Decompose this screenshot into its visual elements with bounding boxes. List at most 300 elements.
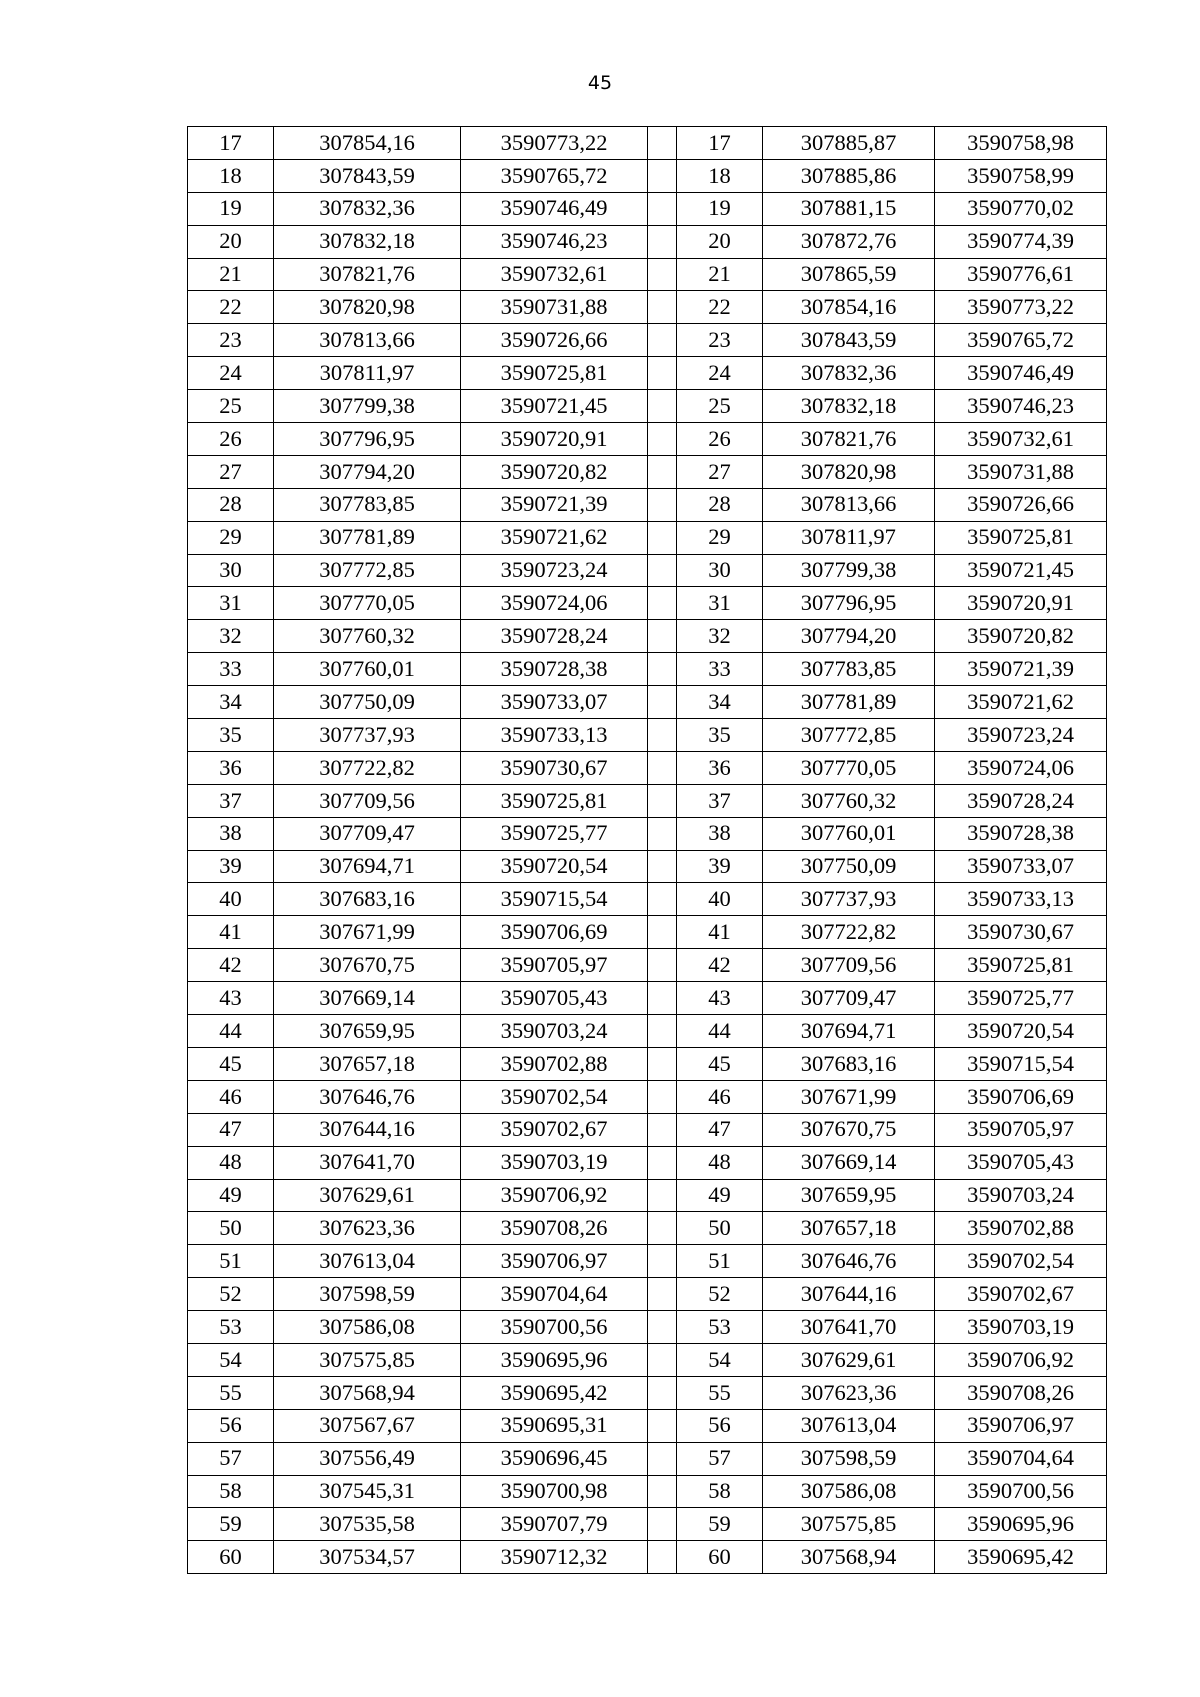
left-x-coordinate-cell: 307794,20 bbox=[274, 455, 461, 488]
left-y-coordinate-cell: 3590730,67 bbox=[461, 751, 648, 784]
left-x-coordinate-cell: 307820,98 bbox=[274, 291, 461, 324]
right-y-coordinate-cell: 3590708,26 bbox=[935, 1376, 1107, 1409]
left-y-coordinate-cell: 3590733,13 bbox=[461, 719, 648, 752]
right-y-coordinate-cell: 3590732,61 bbox=[935, 423, 1107, 456]
right-x-coordinate-cell: 307885,87 bbox=[763, 127, 935, 160]
left-x-coordinate-cell: 307709,47 bbox=[274, 817, 461, 850]
right-point-number-cell: 45 bbox=[677, 1047, 763, 1080]
right-y-coordinate-cell: 3590705,43 bbox=[935, 1146, 1107, 1179]
left-point-number-cell: 54 bbox=[188, 1343, 274, 1376]
separator-cell bbox=[648, 719, 677, 752]
right-point-number-cell: 37 bbox=[677, 784, 763, 817]
separator-cell bbox=[648, 916, 677, 949]
table-row bbox=[188, 1343, 1107, 1376]
table-row bbox=[188, 1475, 1107, 1508]
left-point-number-cell: 53 bbox=[188, 1311, 274, 1344]
right-x-coordinate-cell: 307783,85 bbox=[763, 653, 935, 686]
separator-cell bbox=[648, 1475, 677, 1508]
table-row bbox=[188, 916, 1107, 949]
right-y-coordinate-cell: 3590773,22 bbox=[935, 291, 1107, 324]
separator-cell bbox=[648, 686, 677, 719]
separator-cell bbox=[648, 1343, 677, 1376]
right-y-coordinate-cell: 3590704,64 bbox=[935, 1442, 1107, 1475]
left-y-coordinate-cell: 3590721,45 bbox=[461, 390, 648, 423]
left-x-coordinate-cell: 307832,18 bbox=[274, 225, 461, 258]
separator-cell bbox=[648, 1311, 677, 1344]
right-point-number-cell: 46 bbox=[677, 1080, 763, 1113]
left-point-number-cell: 41 bbox=[188, 916, 274, 949]
right-x-coordinate-cell: 307623,36 bbox=[763, 1376, 935, 1409]
right-x-coordinate-cell: 307843,59 bbox=[763, 324, 935, 357]
right-point-number-cell: 21 bbox=[677, 258, 763, 291]
right-point-number-cell: 17 bbox=[677, 127, 763, 160]
separator-cell bbox=[648, 1245, 677, 1278]
right-point-number-cell: 34 bbox=[677, 686, 763, 719]
right-x-coordinate-cell: 307586,08 bbox=[763, 1475, 935, 1508]
table-row bbox=[188, 1508, 1107, 1541]
right-y-coordinate-cell: 3590720,91 bbox=[935, 587, 1107, 620]
left-x-coordinate-cell: 307598,59 bbox=[274, 1278, 461, 1311]
separator-cell bbox=[648, 1508, 677, 1541]
left-y-coordinate-cell: 3590728,24 bbox=[461, 620, 648, 653]
left-point-number-cell: 48 bbox=[188, 1146, 274, 1179]
left-point-number-cell: 40 bbox=[188, 883, 274, 916]
left-y-coordinate-cell: 3590705,97 bbox=[461, 949, 648, 982]
separator-cell bbox=[648, 1146, 677, 1179]
left-y-coordinate-cell: 3590723,24 bbox=[461, 554, 648, 587]
table-row bbox=[188, 1409, 1107, 1442]
table-row bbox=[188, 784, 1107, 817]
right-x-coordinate-cell: 307760,01 bbox=[763, 817, 935, 850]
right-y-coordinate-cell: 3590728,24 bbox=[935, 784, 1107, 817]
table-row bbox=[188, 423, 1107, 456]
table-row bbox=[188, 719, 1107, 752]
table-row bbox=[188, 1080, 1107, 1113]
left-x-coordinate-cell: 307783,85 bbox=[274, 488, 461, 521]
right-y-coordinate-cell: 3590765,72 bbox=[935, 324, 1107, 357]
table-row bbox=[188, 1376, 1107, 1409]
right-y-coordinate-cell: 3590695,42 bbox=[935, 1541, 1107, 1574]
left-x-coordinate-cell: 307843,59 bbox=[274, 159, 461, 192]
left-point-number-cell: 59 bbox=[188, 1508, 274, 1541]
left-y-coordinate-cell: 3590724,06 bbox=[461, 587, 648, 620]
right-y-coordinate-cell: 3590724,06 bbox=[935, 751, 1107, 784]
right-y-coordinate-cell: 3590721,62 bbox=[935, 686, 1107, 719]
left-x-coordinate-cell: 307671,99 bbox=[274, 916, 461, 949]
table-row bbox=[188, 686, 1107, 719]
left-point-number-cell: 18 bbox=[188, 159, 274, 192]
right-x-coordinate-cell: 307854,16 bbox=[763, 291, 935, 324]
left-x-coordinate-cell: 307709,56 bbox=[274, 784, 461, 817]
right-x-coordinate-cell: 307659,95 bbox=[763, 1179, 935, 1212]
left-x-coordinate-cell: 307813,66 bbox=[274, 324, 461, 357]
separator-cell bbox=[648, 620, 677, 653]
table-row bbox=[188, 1541, 1107, 1574]
table-row bbox=[188, 653, 1107, 686]
left-point-number-cell: 38 bbox=[188, 817, 274, 850]
table-row bbox=[188, 1146, 1107, 1179]
left-point-number-cell: 21 bbox=[188, 258, 274, 291]
left-point-number-cell: 51 bbox=[188, 1245, 274, 1278]
right-y-coordinate-cell: 3590700,56 bbox=[935, 1475, 1107, 1508]
right-y-coordinate-cell: 3590725,81 bbox=[935, 949, 1107, 982]
left-x-coordinate-cell: 307659,95 bbox=[274, 1015, 461, 1048]
right-y-coordinate-cell: 3590702,54 bbox=[935, 1245, 1107, 1278]
table-row bbox=[188, 982, 1107, 1015]
separator-cell bbox=[648, 258, 677, 291]
table-row bbox=[188, 850, 1107, 883]
left-y-coordinate-cell: 3590704,64 bbox=[461, 1278, 648, 1311]
left-x-coordinate-cell: 307854,16 bbox=[274, 127, 461, 160]
table-row bbox=[188, 455, 1107, 488]
left-point-number-cell: 31 bbox=[188, 587, 274, 620]
right-y-coordinate-cell: 3590733,07 bbox=[935, 850, 1107, 883]
right-x-coordinate-cell: 307646,76 bbox=[763, 1245, 935, 1278]
left-x-coordinate-cell: 307683,16 bbox=[274, 883, 461, 916]
left-x-coordinate-cell: 307821,76 bbox=[274, 258, 461, 291]
left-x-coordinate-cell: 307760,01 bbox=[274, 653, 461, 686]
table-row bbox=[188, 1311, 1107, 1344]
left-y-coordinate-cell: 3590706,97 bbox=[461, 1245, 648, 1278]
page-number: 45 bbox=[587, 72, 613, 94]
left-point-number-cell: 50 bbox=[188, 1212, 274, 1245]
table-row bbox=[188, 1179, 1107, 1212]
left-y-coordinate-cell: 3590773,22 bbox=[461, 127, 648, 160]
left-point-number-cell: 60 bbox=[188, 1541, 274, 1574]
coordinates-table-body bbox=[188, 127, 1107, 1574]
right-x-coordinate-cell: 307832,36 bbox=[763, 357, 935, 390]
left-x-coordinate-cell: 307799,38 bbox=[274, 390, 461, 423]
left-y-coordinate-cell: 3590700,98 bbox=[461, 1475, 648, 1508]
right-x-coordinate-cell: 307671,99 bbox=[763, 1080, 935, 1113]
left-point-number-cell: 45 bbox=[188, 1047, 274, 1080]
right-point-number-cell: 33 bbox=[677, 653, 763, 686]
left-y-coordinate-cell: 3590696,45 bbox=[461, 1442, 648, 1475]
left-point-number-cell: 47 bbox=[188, 1113, 274, 1146]
left-point-number-cell: 26 bbox=[188, 423, 274, 456]
left-y-coordinate-cell: 3590732,61 bbox=[461, 258, 648, 291]
right-x-coordinate-cell: 307694,71 bbox=[763, 1015, 935, 1048]
separator-cell bbox=[648, 423, 677, 456]
left-x-coordinate-cell: 307811,97 bbox=[274, 357, 461, 390]
separator-cell bbox=[648, 455, 677, 488]
left-point-number-cell: 44 bbox=[188, 1015, 274, 1048]
left-point-number-cell: 28 bbox=[188, 488, 274, 521]
right-x-coordinate-cell: 307881,15 bbox=[763, 192, 935, 225]
table-row bbox=[188, 751, 1107, 784]
separator-cell bbox=[648, 653, 677, 686]
right-x-coordinate-cell: 307781,89 bbox=[763, 686, 935, 719]
right-y-coordinate-cell: 3590706,69 bbox=[935, 1080, 1107, 1113]
left-y-coordinate-cell: 3590695,96 bbox=[461, 1343, 648, 1376]
left-y-coordinate-cell: 3590715,54 bbox=[461, 883, 648, 916]
right-point-number-cell: 57 bbox=[677, 1442, 763, 1475]
right-y-coordinate-cell: 3590776,61 bbox=[935, 258, 1107, 291]
left-y-coordinate-cell: 3590720,54 bbox=[461, 850, 648, 883]
table-row bbox=[188, 1015, 1107, 1048]
left-point-number-cell: 42 bbox=[188, 949, 274, 982]
right-point-number-cell: 31 bbox=[677, 587, 763, 620]
right-x-coordinate-cell: 307794,20 bbox=[763, 620, 935, 653]
right-point-number-cell: 20 bbox=[677, 225, 763, 258]
table-row bbox=[188, 488, 1107, 521]
left-point-number-cell: 25 bbox=[188, 390, 274, 423]
right-x-coordinate-cell: 307811,97 bbox=[763, 521, 935, 554]
left-y-coordinate-cell: 3590725,77 bbox=[461, 817, 648, 850]
right-x-coordinate-cell: 307737,93 bbox=[763, 883, 935, 916]
table-row bbox=[188, 225, 1107, 258]
right-point-number-cell: 42 bbox=[677, 949, 763, 982]
right-point-number-cell: 25 bbox=[677, 390, 763, 423]
left-x-coordinate-cell: 307781,89 bbox=[274, 521, 461, 554]
right-point-number-cell: 35 bbox=[677, 719, 763, 752]
right-point-number-cell: 55 bbox=[677, 1376, 763, 1409]
right-point-number-cell: 50 bbox=[677, 1212, 763, 1245]
right-y-coordinate-cell: 3590746,49 bbox=[935, 357, 1107, 390]
right-x-coordinate-cell: 307772,85 bbox=[763, 719, 935, 752]
table-row bbox=[188, 159, 1107, 192]
left-point-number-cell: 49 bbox=[188, 1179, 274, 1212]
right-x-coordinate-cell: 307750,09 bbox=[763, 850, 935, 883]
left-x-coordinate-cell: 307545,31 bbox=[274, 1475, 461, 1508]
table-row bbox=[188, 258, 1107, 291]
right-point-number-cell: 27 bbox=[677, 455, 763, 488]
left-point-number-cell: 17 bbox=[188, 127, 274, 160]
right-x-coordinate-cell: 307885,86 bbox=[763, 159, 935, 192]
table-row bbox=[188, 357, 1107, 390]
right-point-number-cell: 51 bbox=[677, 1245, 763, 1278]
table-row bbox=[188, 1278, 1107, 1311]
separator-cell bbox=[648, 159, 677, 192]
right-point-number-cell: 18 bbox=[677, 159, 763, 192]
right-x-coordinate-cell: 307598,59 bbox=[763, 1442, 935, 1475]
right-point-number-cell: 26 bbox=[677, 423, 763, 456]
left-x-coordinate-cell: 307613,04 bbox=[274, 1245, 461, 1278]
left-y-coordinate-cell: 3590746,23 bbox=[461, 225, 648, 258]
left-x-coordinate-cell: 307832,36 bbox=[274, 192, 461, 225]
left-point-number-cell: 46 bbox=[188, 1080, 274, 1113]
separator-cell bbox=[648, 225, 677, 258]
right-point-number-cell: 29 bbox=[677, 521, 763, 554]
right-point-number-cell: 28 bbox=[677, 488, 763, 521]
right-x-coordinate-cell: 307575,85 bbox=[763, 1508, 935, 1541]
right-point-number-cell: 47 bbox=[677, 1113, 763, 1146]
left-y-coordinate-cell: 3590726,66 bbox=[461, 324, 648, 357]
left-x-coordinate-cell: 307567,67 bbox=[274, 1409, 461, 1442]
left-x-coordinate-cell: 307770,05 bbox=[274, 587, 461, 620]
right-point-number-cell: 19 bbox=[677, 192, 763, 225]
right-point-number-cell: 36 bbox=[677, 751, 763, 784]
right-point-number-cell: 23 bbox=[677, 324, 763, 357]
separator-cell bbox=[648, 324, 677, 357]
right-point-number-cell: 60 bbox=[677, 1541, 763, 1574]
separator-cell bbox=[648, 850, 677, 883]
left-x-coordinate-cell: 307669,14 bbox=[274, 982, 461, 1015]
separator-cell bbox=[648, 1015, 677, 1048]
left-x-coordinate-cell: 307772,85 bbox=[274, 554, 461, 587]
separator-cell bbox=[648, 1409, 677, 1442]
separator-cell bbox=[648, 817, 677, 850]
table-row bbox=[188, 192, 1107, 225]
left-point-number-cell: 22 bbox=[188, 291, 274, 324]
right-x-coordinate-cell: 307657,18 bbox=[763, 1212, 935, 1245]
right-y-coordinate-cell: 3590703,24 bbox=[935, 1179, 1107, 1212]
left-y-coordinate-cell: 3590712,32 bbox=[461, 1541, 648, 1574]
right-y-coordinate-cell: 3590702,88 bbox=[935, 1212, 1107, 1245]
right-y-coordinate-cell: 3590774,39 bbox=[935, 225, 1107, 258]
left-point-number-cell: 58 bbox=[188, 1475, 274, 1508]
right-point-number-cell: 40 bbox=[677, 883, 763, 916]
left-x-coordinate-cell: 307737,93 bbox=[274, 719, 461, 752]
left-x-coordinate-cell: 307796,95 bbox=[274, 423, 461, 456]
left-x-coordinate-cell: 307760,32 bbox=[274, 620, 461, 653]
right-x-coordinate-cell: 307820,98 bbox=[763, 455, 935, 488]
table-row bbox=[188, 949, 1107, 982]
coordinates-table bbox=[187, 126, 1107, 1574]
right-x-coordinate-cell: 307644,16 bbox=[763, 1278, 935, 1311]
left-point-number-cell: 27 bbox=[188, 455, 274, 488]
separator-cell bbox=[648, 751, 677, 784]
separator-cell bbox=[648, 192, 677, 225]
right-x-coordinate-cell: 307722,82 bbox=[763, 916, 935, 949]
left-point-number-cell: 57 bbox=[188, 1442, 274, 1475]
table-row bbox=[188, 883, 1107, 916]
right-point-number-cell: 53 bbox=[677, 1311, 763, 1344]
right-x-coordinate-cell: 307832,18 bbox=[763, 390, 935, 423]
right-y-coordinate-cell: 3590706,92 bbox=[935, 1343, 1107, 1376]
left-point-number-cell: 24 bbox=[188, 357, 274, 390]
table-row bbox=[188, 620, 1107, 653]
left-x-coordinate-cell: 307586,08 bbox=[274, 1311, 461, 1344]
left-point-number-cell: 39 bbox=[188, 850, 274, 883]
right-x-coordinate-cell: 307683,16 bbox=[763, 1047, 935, 1080]
right-x-coordinate-cell: 307872,76 bbox=[763, 225, 935, 258]
table-row bbox=[188, 1113, 1107, 1146]
separator-cell bbox=[648, 982, 677, 1015]
left-x-coordinate-cell: 307629,61 bbox=[274, 1179, 461, 1212]
left-y-coordinate-cell: 3590725,81 bbox=[461, 357, 648, 390]
left-point-number-cell: 35 bbox=[188, 719, 274, 752]
right-point-number-cell: 38 bbox=[677, 817, 763, 850]
right-y-coordinate-cell: 3590731,88 bbox=[935, 455, 1107, 488]
right-y-coordinate-cell: 3590723,24 bbox=[935, 719, 1107, 752]
right-y-coordinate-cell: 3590705,97 bbox=[935, 1113, 1107, 1146]
left-x-coordinate-cell: 307722,82 bbox=[274, 751, 461, 784]
left-y-coordinate-cell: 3590706,69 bbox=[461, 916, 648, 949]
separator-cell bbox=[648, 1541, 677, 1574]
separator-cell bbox=[648, 554, 677, 587]
left-x-coordinate-cell: 307535,58 bbox=[274, 1508, 461, 1541]
right-x-coordinate-cell: 307760,32 bbox=[763, 784, 935, 817]
table-row bbox=[188, 324, 1107, 357]
right-x-coordinate-cell: 307796,95 bbox=[763, 587, 935, 620]
left-x-coordinate-cell: 307575,85 bbox=[274, 1343, 461, 1376]
left-y-coordinate-cell: 3590720,82 bbox=[461, 455, 648, 488]
right-y-coordinate-cell: 3590706,97 bbox=[935, 1409, 1107, 1442]
right-x-coordinate-cell: 307799,38 bbox=[763, 554, 935, 587]
left-point-number-cell: 56 bbox=[188, 1409, 274, 1442]
right-x-coordinate-cell: 307670,75 bbox=[763, 1113, 935, 1146]
right-point-number-cell: 39 bbox=[677, 850, 763, 883]
right-y-coordinate-cell: 3590758,99 bbox=[935, 159, 1107, 192]
right-point-number-cell: 52 bbox=[677, 1278, 763, 1311]
separator-cell bbox=[648, 1080, 677, 1113]
left-point-number-cell: 37 bbox=[188, 784, 274, 817]
right-x-coordinate-cell: 307641,70 bbox=[763, 1311, 935, 1344]
table-row bbox=[188, 291, 1107, 324]
right-x-coordinate-cell: 307813,66 bbox=[763, 488, 935, 521]
left-y-coordinate-cell: 3590720,91 bbox=[461, 423, 648, 456]
left-x-coordinate-cell: 307750,09 bbox=[274, 686, 461, 719]
separator-cell bbox=[648, 1278, 677, 1311]
left-y-coordinate-cell: 3590703,19 bbox=[461, 1146, 648, 1179]
right-point-number-cell: 41 bbox=[677, 916, 763, 949]
table-row bbox=[188, 1212, 1107, 1245]
right-x-coordinate-cell: 307821,76 bbox=[763, 423, 935, 456]
separator-cell bbox=[648, 390, 677, 423]
left-y-coordinate-cell: 3590728,38 bbox=[461, 653, 648, 686]
right-y-coordinate-cell: 3590733,13 bbox=[935, 883, 1107, 916]
left-x-coordinate-cell: 307556,49 bbox=[274, 1442, 461, 1475]
separator-cell bbox=[648, 883, 677, 916]
left-point-number-cell: 30 bbox=[188, 554, 274, 587]
left-y-coordinate-cell: 3590702,54 bbox=[461, 1080, 648, 1113]
table-row bbox=[188, 554, 1107, 587]
right-y-coordinate-cell: 3590720,54 bbox=[935, 1015, 1107, 1048]
left-y-coordinate-cell: 3590700,56 bbox=[461, 1311, 648, 1344]
separator-cell bbox=[648, 127, 677, 160]
right-x-coordinate-cell: 307629,61 bbox=[763, 1343, 935, 1376]
left-point-number-cell: 36 bbox=[188, 751, 274, 784]
table-row bbox=[188, 1442, 1107, 1475]
right-y-coordinate-cell: 3590726,66 bbox=[935, 488, 1107, 521]
right-x-coordinate-cell: 307865,59 bbox=[763, 258, 935, 291]
right-y-coordinate-cell: 3590721,39 bbox=[935, 653, 1107, 686]
right-point-number-cell: 24 bbox=[677, 357, 763, 390]
separator-cell bbox=[648, 949, 677, 982]
right-point-number-cell: 43 bbox=[677, 982, 763, 1015]
left-y-coordinate-cell: 3590702,67 bbox=[461, 1113, 648, 1146]
left-y-coordinate-cell: 3590733,07 bbox=[461, 686, 648, 719]
separator-cell bbox=[648, 1376, 677, 1409]
right-y-coordinate-cell: 3590770,02 bbox=[935, 192, 1107, 225]
right-y-coordinate-cell: 3590725,81 bbox=[935, 521, 1107, 554]
table-row bbox=[188, 1047, 1107, 1080]
separator-cell bbox=[648, 587, 677, 620]
separator-cell bbox=[648, 1442, 677, 1475]
left-y-coordinate-cell: 3590731,88 bbox=[461, 291, 648, 324]
separator-cell bbox=[648, 1113, 677, 1146]
left-y-coordinate-cell: 3590721,39 bbox=[461, 488, 648, 521]
right-point-number-cell: 58 bbox=[677, 1475, 763, 1508]
right-point-number-cell: 30 bbox=[677, 554, 763, 587]
separator-cell bbox=[648, 357, 677, 390]
right-y-coordinate-cell: 3590725,77 bbox=[935, 982, 1107, 1015]
right-x-coordinate-cell: 307613,04 bbox=[763, 1409, 935, 1442]
left-y-coordinate-cell: 3590705,43 bbox=[461, 982, 648, 1015]
left-x-coordinate-cell: 307657,18 bbox=[274, 1047, 461, 1080]
separator-cell bbox=[648, 488, 677, 521]
left-y-coordinate-cell: 3590746,49 bbox=[461, 192, 648, 225]
right-x-coordinate-cell: 307709,56 bbox=[763, 949, 935, 982]
right-y-coordinate-cell: 3590702,67 bbox=[935, 1278, 1107, 1311]
right-x-coordinate-cell: 307709,47 bbox=[763, 982, 935, 1015]
separator-cell bbox=[648, 784, 677, 817]
left-point-number-cell: 43 bbox=[188, 982, 274, 1015]
right-y-coordinate-cell: 3590721,45 bbox=[935, 554, 1107, 587]
left-x-coordinate-cell: 307646,76 bbox=[274, 1080, 461, 1113]
left-point-number-cell: 23 bbox=[188, 324, 274, 357]
